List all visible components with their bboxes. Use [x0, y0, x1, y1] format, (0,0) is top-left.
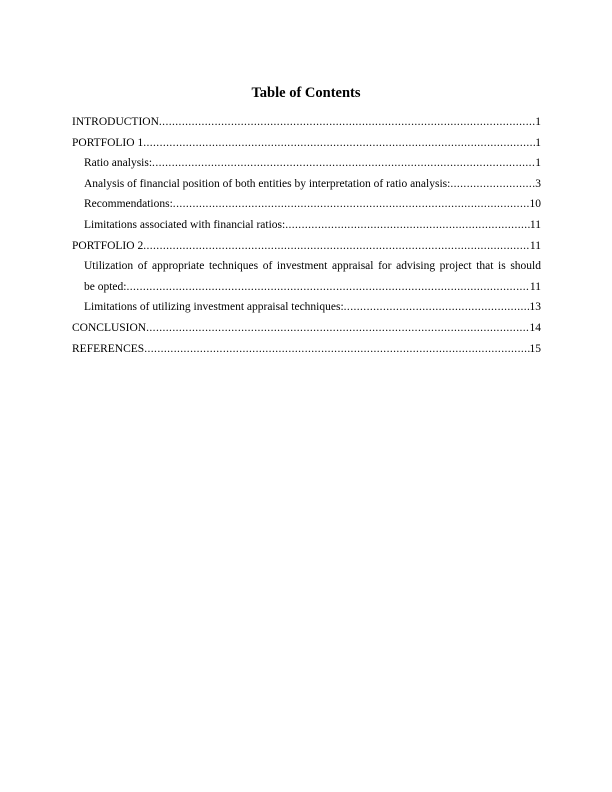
toc-entry-ratio-analysis[interactable]	[72, 153, 541, 174]
toc-entry-conclusion[interactable]	[72, 318, 541, 339]
toc-entry-label: CONCLUSION	[72, 321, 147, 334]
toc-leader-dots	[144, 339, 529, 360]
toc-page-number: 3	[535, 177, 541, 190]
toc-leader-dots	[143, 236, 530, 257]
toc-page-number: 11	[529, 218, 541, 231]
toc-leader-dots	[285, 215, 530, 236]
toc-leader-dots	[143, 133, 535, 154]
toc-leader-dots	[173, 194, 530, 215]
toc-leader-dots	[159, 112, 535, 133]
toc-leader-dots	[344, 297, 530, 318]
toc-entry-recommendations[interactable]	[72, 194, 541, 215]
toc-leader-dots	[450, 174, 535, 195]
toc-entry-label: Recommendations:	[84, 198, 173, 211]
toc-page-number: 13	[529, 301, 541, 314]
toc-entry-financial-position-analysis[interactable]	[72, 174, 541, 195]
toc-title: Table of Contents	[251, 85, 361, 101]
toc-leader-dots	[146, 318, 529, 339]
toc-entry-label: PORTFOLIO 2	[72, 239, 144, 252]
toc-leader-dots	[126, 277, 529, 298]
toc-entry-references[interactable]	[72, 339, 541, 360]
toc-page-number: 14	[529, 321, 541, 334]
toc-entry-investment-appraisal[interactable]	[72, 256, 541, 297]
toc-page-number: 11	[529, 280, 541, 293]
toc-page-number: 1	[535, 157, 541, 170]
toc-page-number: 10	[529, 198, 541, 211]
toc-entry-limitations-appraisal[interactable]	[72, 297, 541, 318]
toc-entry-label-line-1: Utilization of appropriate techniques of investment appraisal for advising project that is should	[84, 260, 541, 273]
toc-entry-label: PORTFOLIO 1	[72, 136, 144, 149]
toc-entry-label: INTRODUCTION	[72, 116, 159, 128]
toc-entry-label: Analysis of financial position of both entities by interpretation of ratio analysis:	[84, 177, 451, 190]
toc-page-number: 1	[535, 116, 541, 128]
toc-entry-label: Limitations associated with financial ratios:	[84, 218, 286, 231]
table-of-contents	[72, 112, 541, 359]
toc-entry-label: Ratio analysis:	[84, 157, 153, 170]
toc-entry-portfolio-1[interactable]	[72, 133, 541, 154]
toc-entry-label: Limitations of utilizing investment appraisal techniques:	[84, 301, 344, 314]
toc-page-number: 11	[529, 239, 541, 252]
toc-leader-dots	[152, 153, 535, 174]
toc-entry-limitations-ratios[interactable]	[72, 215, 541, 236]
toc-entry-label-line-2: be opted:	[84, 280, 127, 293]
toc-entry-introduction[interactable]	[72, 112, 541, 133]
toc-entry-label: REFERENCES	[72, 342, 145, 355]
toc-entry-portfolio-2[interactable]	[72, 236, 541, 257]
toc-page-number: 1	[535, 136, 541, 149]
toc-page-number: 15	[529, 342, 541, 355]
